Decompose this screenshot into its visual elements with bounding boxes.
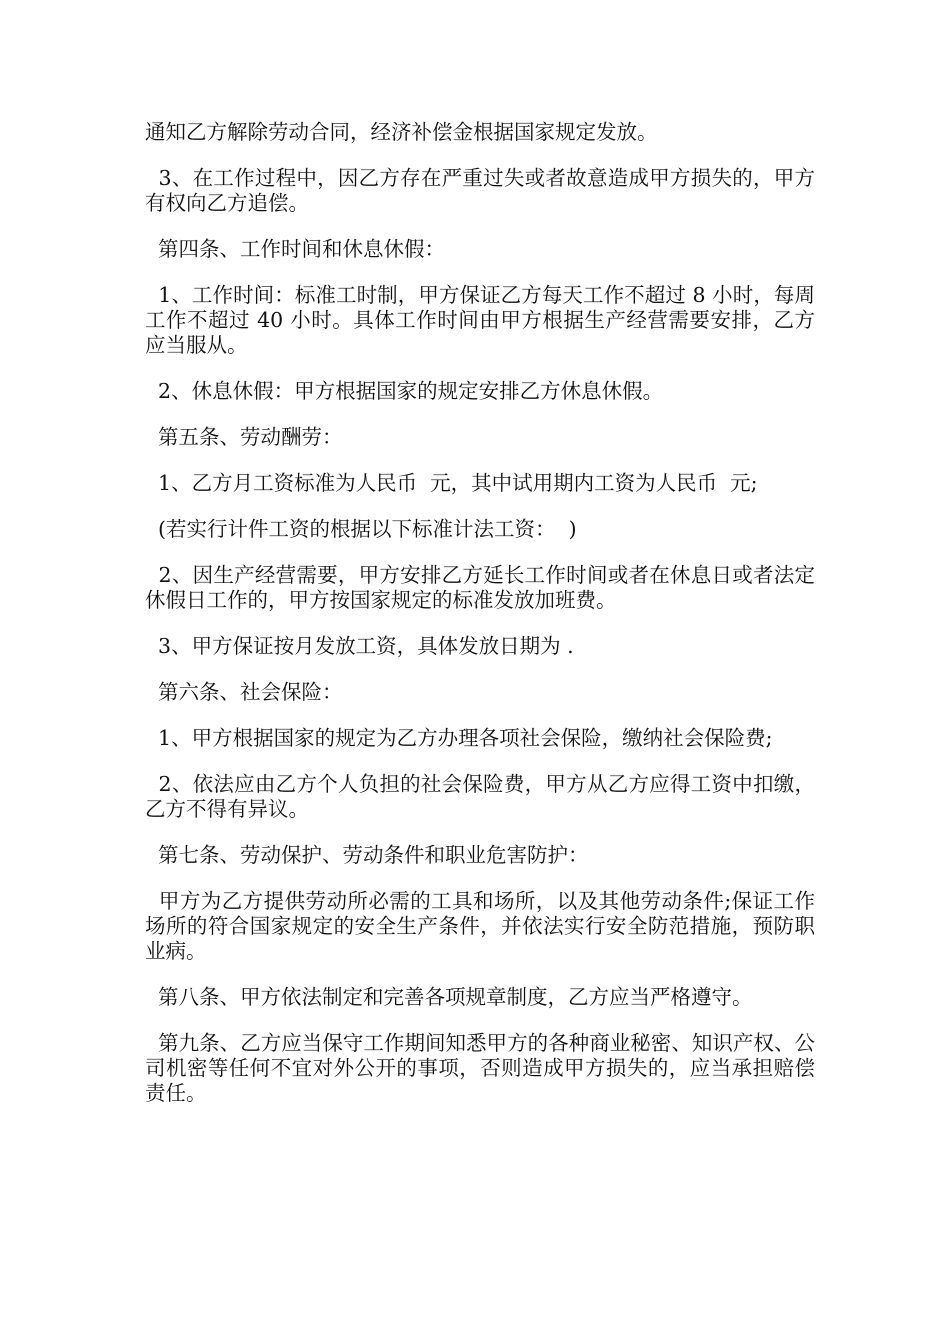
paragraph: 通知乙方解除劳动合同，经济补偿金根据国家规定发放。 [145,120,658,144]
paragraph: 2、依法应由乙方个人负担的社会保险费，甲方从乙方应得工资中扣缴，乙方不得有异议。 [145,772,815,821]
paragraph: 甲方为乙方提供劳动所必需的工具和场所，以及其他劳动条件;保证工作场所的符合国家规定的安全生产条件，并依法实行安全防范措施，预防职业病。 [145,889,815,963]
section-heading: 第七条、劳动保护、劳动条件和职业危害防护： [145,843,589,867]
paragraph: 2、因生产经营需要，甲方安排乙方延长工作时间或者在休息日或者法定休假日工作的，甲方按国家规定的标准发放加班费。 [145,563,815,612]
section-heading: 第八条、甲方依法制定和完善各项规章制度，乙方应当严格遵守。 [145,985,753,1009]
section-heading: 第五条、劳动酬劳： [145,425,343,449]
paragraph: 1、工作时间：标准工时制，甲方保证乙方每天工作不超过 8 小时，每周工作不超过 40 小时。具体工作时间由甲方根据生产经营需要安排，乙方应当服从。 [145,283,815,357]
section-heading: 第九条、乙方应当保守工作期间知悉甲方的各种商业秘密、知识产权、公司机密等任何不宜对外公开的事项，否则造成甲方损失的，应当承担赔偿责任。 [145,1031,815,1105]
paragraph: 3、甲方保证按月发放工资，具体发放日期为 . [145,634,574,658]
paragraph: 1、甲方根据国家的规定为乙方办理各项社会保险，缴纳社会保险费; [145,726,773,750]
paragraph: 2、休息休假：甲方根据国家的规定安排乙方休息休假。 [145,379,664,403]
paragraph: 3、在工作过程中，因乙方存在严重过失或者故意造成甲方损失的，甲方有权向乙方追偿。 [145,166,815,215]
paragraph: (若实行计件工资的根据以下标准计法工资： ) [145,517,577,541]
paragraph: 1、乙方月工资标准为人民币 元，其中试用期内工资为人民币 元; [145,471,758,495]
section-heading: 第四条、工作时间和休息休假： [145,237,446,261]
section-heading: 第六条、社会保险： [145,680,343,704]
document-page [145,120,815,1127]
